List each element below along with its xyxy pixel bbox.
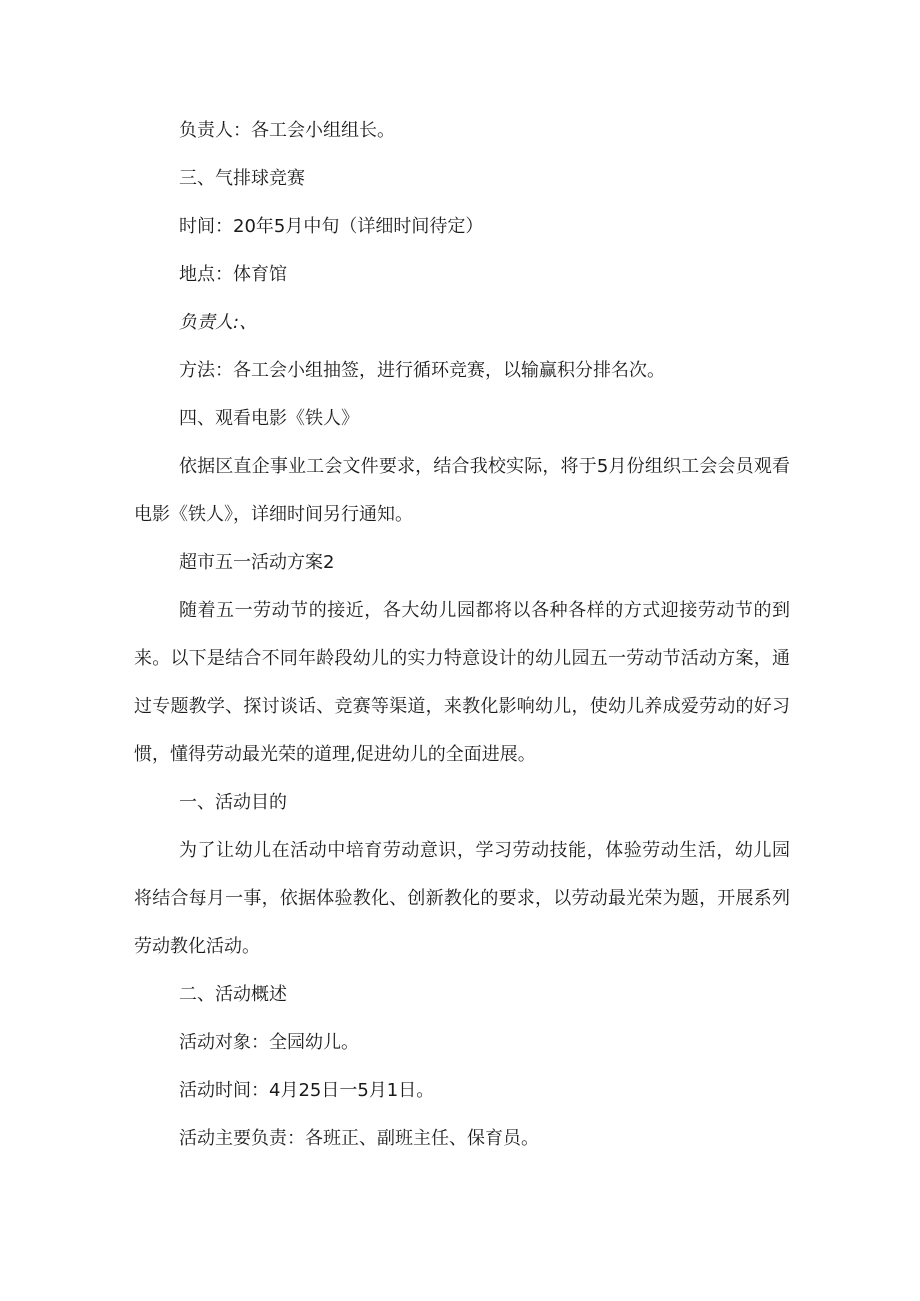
paragraph-competition-responsible: 负责人:、 bbox=[179, 312, 258, 333]
heading-activity-overview: 二、活动概述 bbox=[179, 984, 287, 1005]
paragraph-competition-time: 时间：20年5月中旬（详细时间待定） bbox=[179, 216, 484, 237]
paragraph-movie-details: 依据区直企事业工会文件要求，结合我校实际，将于5月份组织工会会员观看电影《铁人》，详细时间另行通知。 bbox=[134, 456, 790, 525]
paragraph-plan-intro: 随着五一劳动节的接近，各大幼儿园都将以各种各样的方式迎接劳动节的到来。以下是结合不同年龄段幼儿的实力特意设计的幼儿园五一劳动节活动方案，通过专题教学、探讨谈话、竞赛等渠道，来教化影响幼儿，使幼儿养成爱劳动的好习惯，懂得劳动最光荣的道理,促进幼儿的全面进展。 bbox=[134, 600, 790, 765]
paragraph-competition-method: 方法：各工会小组抽签，进行循环竞赛，以输赢积分排名次。 bbox=[179, 360, 665, 381]
document-body bbox=[134, 107, 790, 1163]
heading-watch-movie: 四、观看电影《铁人》 bbox=[179, 408, 359, 429]
paragraph-activity-responsible: 活动主要负责：各班正、副班主任、保育员。 bbox=[179, 1128, 539, 1149]
paragraph-activity-purpose: 为了让幼儿在活动中培育劳动意识，学习劳动技能，体验劳动生活，幼儿园将结合每月一事，依据体验教化、创新教化的要求，以劳动最光荣为题，开展系列劳动教化活动。 bbox=[134, 840, 790, 957]
paragraph-responsible-leaders: 负责人：各工会小组组长。 bbox=[179, 120, 395, 141]
heading-plan-2: 超市五一活动方案2 bbox=[179, 552, 335, 573]
paragraph-activity-target: 活动对象：全园幼儿。 bbox=[179, 1032, 359, 1053]
heading-volleyball-competition: 三、气排球竞赛 bbox=[179, 168, 305, 189]
paragraph-competition-location: 地点：体育馆 bbox=[179, 264, 287, 285]
heading-activity-purpose: 一、活动目的 bbox=[179, 792, 287, 813]
paragraph-activity-time: 活动时间：4月25日一5月1日。 bbox=[179, 1080, 435, 1101]
